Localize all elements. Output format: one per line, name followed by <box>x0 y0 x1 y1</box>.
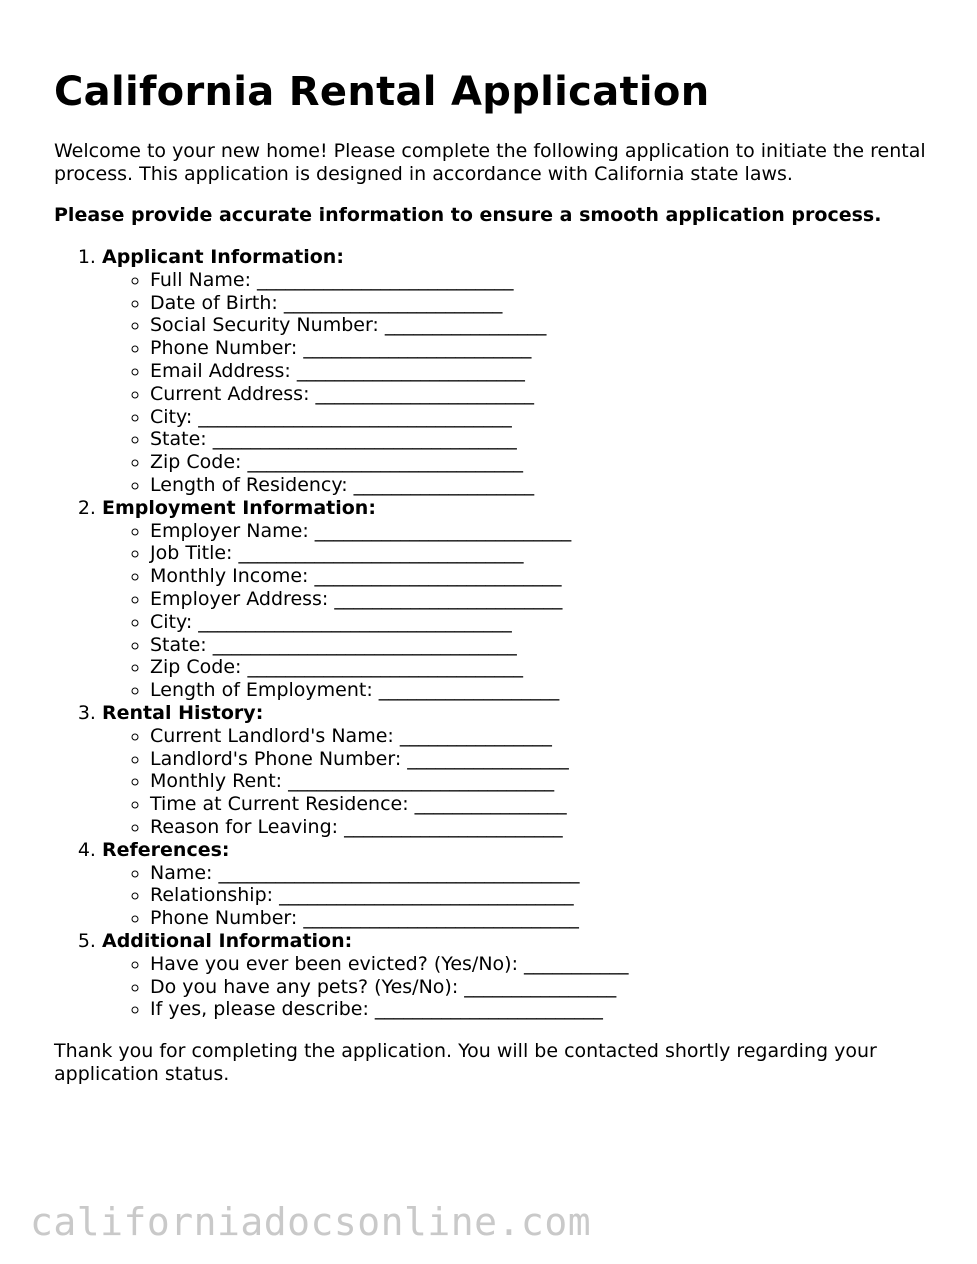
section-employment-information <box>102 497 934 702</box>
field-time-at-current-residence: ◦ Time at Current Residence: ________________ <box>150 793 934 816</box>
field-ssn: ◦ Social Security Number: _________________ <box>150 314 934 337</box>
field-pets: ◦ Do you have any pets? (Yes/No): ________________ <box>150 976 934 999</box>
field-monthly-rent: ◦ Monthly Rent: ____________________________ <box>150 770 934 793</box>
field-list <box>102 269 934 497</box>
field-list <box>102 520 934 702</box>
field-monthly-income: ◦ Monthly Income: __________________________ <box>150 565 934 588</box>
intro-paragraph: Welcome to your new home! Please complete the following application to initiate the rental process. This application is designed in accordance with California state laws. <box>54 140 926 185</box>
field-full-name: ◦ Full Name: ___________________________ <box>150 269 934 292</box>
section-rental-history <box>102 702 934 839</box>
field-state: ◦ State: ________________________________ <box>150 428 934 451</box>
section-title: Additional Information: <box>102 929 353 952</box>
field-list <box>102 953 934 1021</box>
field-list <box>102 725 934 839</box>
field-employer-address: ◦ Employer Address: ________________________ <box>150 588 934 611</box>
field-zip-code: ◦ Zip Code: _____________________________ <box>150 656 934 679</box>
field-city: ◦ City: _________________________________ <box>150 406 934 429</box>
field-landlord-phone-number: ◦ Landlord's Phone Number: _________________ <box>150 748 934 771</box>
section-references <box>102 839 934 930</box>
sections-list <box>54 246 934 1021</box>
field-pets-description: ◦ If yes, please describe: ________________________ <box>150 998 934 1021</box>
field-list <box>102 862 934 930</box>
section-additional-information <box>102 930 934 1021</box>
section-applicant-information <box>102 246 934 497</box>
site-watermark: californiadocsonline.com <box>30 1200 592 1244</box>
page-title: California Rental Application <box>54 69 710 115</box>
section-title: Employment Information: <box>102 496 376 519</box>
field-reference-name: ◦ Name: ______________________________________ <box>150 862 934 885</box>
field-zip-code: ◦ Zip Code: _____________________________ <box>150 451 934 474</box>
field-employer-name: ◦ Employer Name: ___________________________ <box>150 520 934 543</box>
field-current-landlord-name: ◦ Current Landlord's Name: ________________ <box>150 725 934 748</box>
field-length-of-residency: ◦ Length of Residency: ___________________ <box>150 474 934 497</box>
field-reason-for-leaving: ◦ Reason for Leaving: _______________________ <box>150 816 934 839</box>
document-page <box>54 68 934 1086</box>
field-date-of-birth: ◦ Date of Birth: _______________________ <box>150 292 934 315</box>
field-state: ◦ State: ________________________________ <box>150 634 934 657</box>
section-title: Rental History: <box>102 701 264 724</box>
field-reference-phone-number: ◦ Phone Number: _____________________________ <box>150 907 934 930</box>
field-phone-number: ◦ Phone Number: ________________________ <box>150 337 934 360</box>
section-title: Applicant Information: <box>102 246 344 268</box>
field-city: ◦ City: _________________________________ <box>150 611 934 634</box>
emphasis-paragraph: Please provide accurate information to ensure a smooth application process. <box>54 204 882 226</box>
closing-paragraph: Thank you for completing the application. You will be contacted shortly regarding your application status. <box>54 1040 877 1086</box>
field-current-address: ◦ Current Address: _______________________ <box>150 383 934 406</box>
field-length-of-employment: ◦ Length of Employment: ___________________ <box>150 679 934 702</box>
field-email-address: ◦ Email Address: ________________________ <box>150 360 934 383</box>
field-evicted: ◦ Have you ever been evicted? (Yes/No): ___________ <box>150 953 934 976</box>
section-title: References: <box>102 838 230 861</box>
field-reference-relationship: ◦ Relationship: _______________________________ <box>150 884 934 907</box>
field-job-title: ◦ Job Title: ______________________________ <box>150 542 934 565</box>
